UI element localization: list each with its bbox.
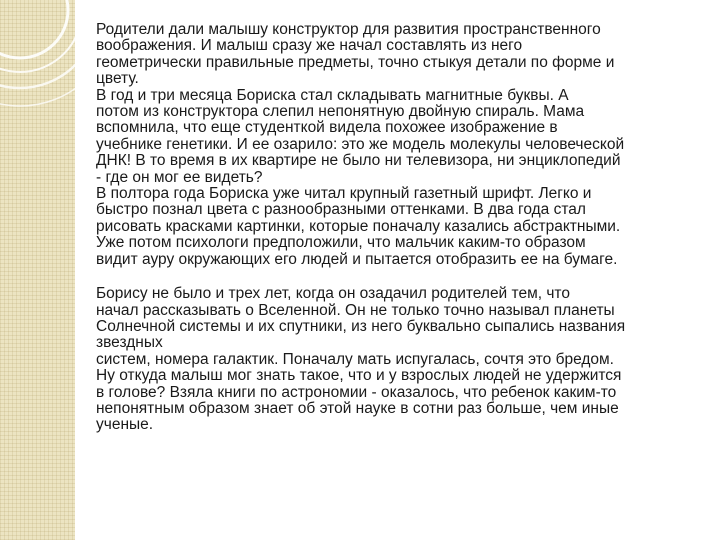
paragraph-magnetic-letters: В год и три месяца Бориска стал складывать магнитные буквы. А потом из конструктора слепил непонятную двойную спираль. Мама вспомнила, что еще студенткой видела похожее изображение в учебнике генетики. И ее озарило: это же модель молекулы человеческой ДНК! В то время в их квартире не было ни телевизора, ни энциклопедий - где он мог ее видеть?	[96, 86, 625, 186]
document-body	[96, 22, 716, 434]
paragraph-universe: Борису не было и трех лет, когда он озадачил родителей тем, что начал рассказывать о Вселенной. Он не только точно называл планеты Солнечной системы и их спутники, из него буквально сыпались названия звездных систем, номера галактик. Поначалу мать испугалась, сочтя это бредом. Ну откуда малыш мог знать такое, что и у взрослых людей не удержится в голове? Взяла книги по астрономии - оказалось, что ребенок каким-то непонятным образом знает об этой науке в сотни раз больше, чем иные ученые.	[96, 285, 626, 434]
paragraph-construction-set: Родители дали малышу конструктор для развития пространственного воображения. И малыш сразу же начал составлять из него геометрически правильные предметы, точно стыкуя детали по форме и цвету.	[96, 21, 615, 88]
paragraph-spacer	[96, 268, 716, 286]
paragraph-reading-colors: В полтора года Бориска уже читал крупный газетный шрифт. Легко и быстро познал цвета с разнообразными оттенками. В два года стал рисовать красками картинки, которые поначалу казались абстрактными. Уже потом психологи предположили, что мальчик каким-то образом видит ауру окружающих его людей и пытается отобразить ее на бумаге.	[96, 185, 621, 268]
